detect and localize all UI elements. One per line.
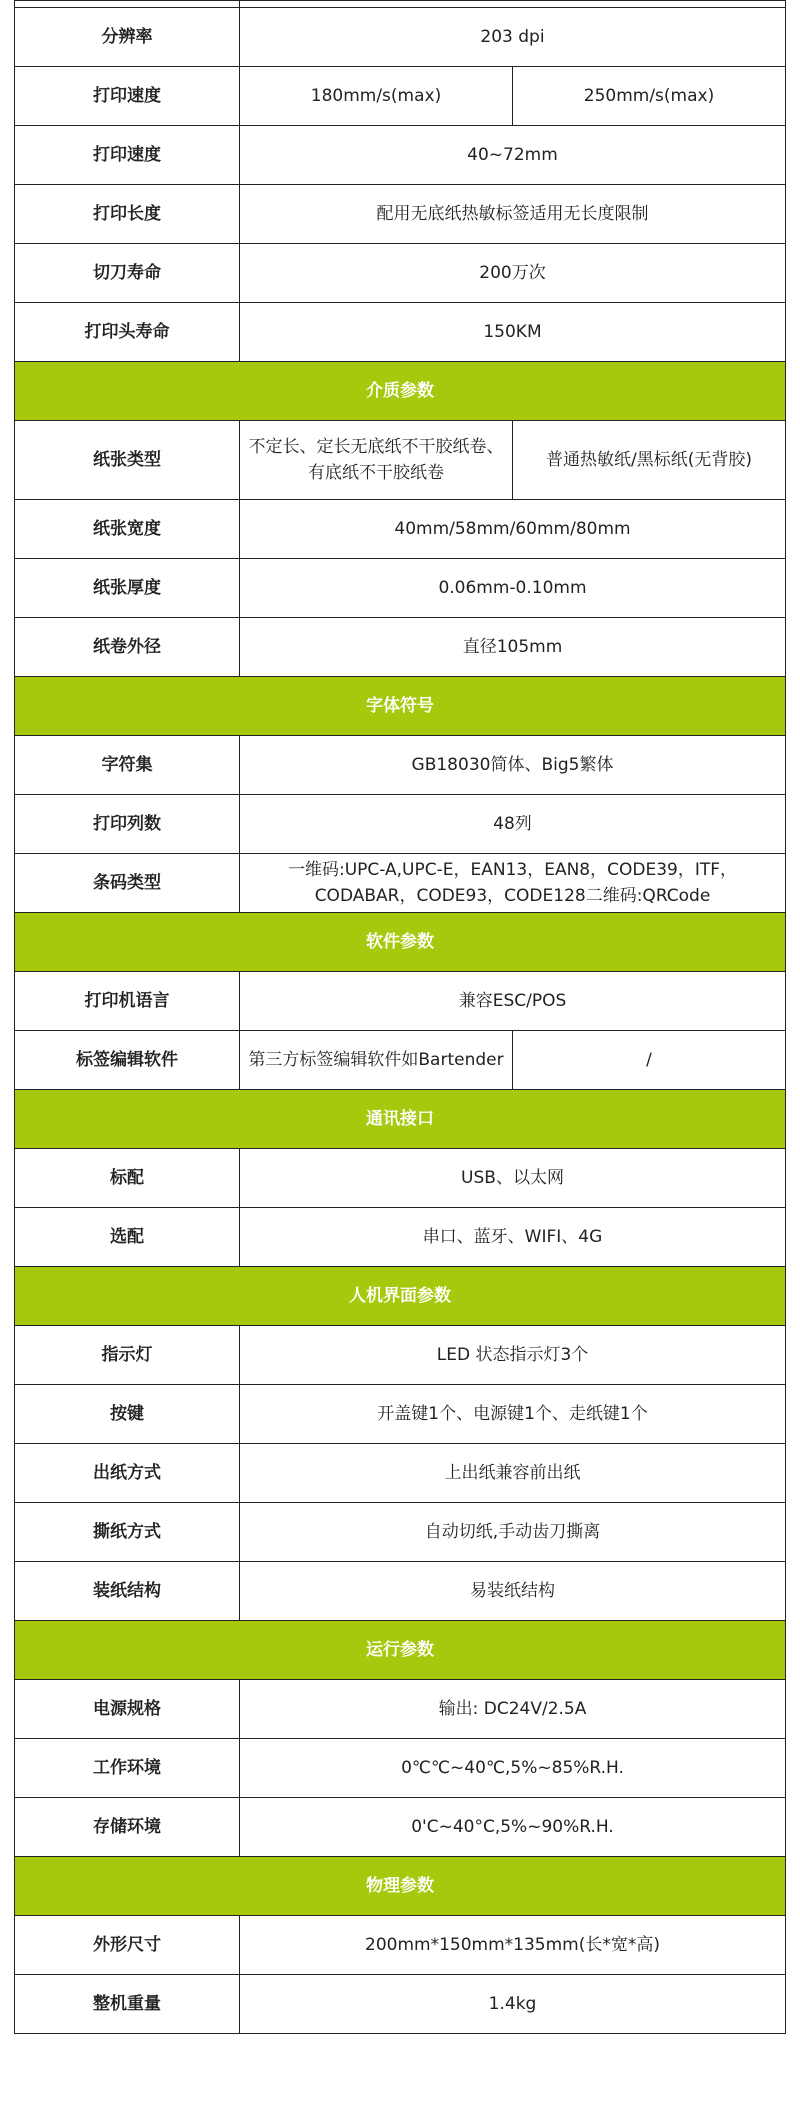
section-title: 通讯接口 xyxy=(15,1090,786,1149)
table-row xyxy=(15,1503,786,1562)
row-label: 外形尺寸 xyxy=(15,1916,240,1975)
row-label: 工作环境 xyxy=(15,1739,240,1798)
row-label: 纸卷外径 xyxy=(15,618,240,677)
row-value: 0'C~40°C,5%~90%R.H. xyxy=(240,1798,786,1857)
table-row xyxy=(15,1680,786,1739)
section-header xyxy=(15,913,786,972)
row-value: / xyxy=(513,1031,786,1090)
row-value: 第三方标签编辑软件如Bartender xyxy=(240,1031,513,1090)
row-value: GB18030简体、Big5繁体 xyxy=(240,736,786,795)
row-label: 打印头寿命 xyxy=(15,303,240,362)
row-label: 字符集 xyxy=(15,736,240,795)
table-row xyxy=(15,1975,786,2034)
table-row xyxy=(15,500,786,559)
table-row xyxy=(15,1562,786,1621)
table-row xyxy=(15,736,786,795)
table-row xyxy=(15,8,786,67)
row-label: 打印速度 xyxy=(15,126,240,185)
row-value: 输出: DC24V/2.5A xyxy=(240,1680,786,1739)
section-header xyxy=(15,1090,786,1149)
row-label: 电源规格 xyxy=(15,1680,240,1739)
table-row xyxy=(15,1326,786,1385)
row-value: 40mm/58mm/60mm/80mm xyxy=(240,500,786,559)
row-value: 203 dpi xyxy=(240,8,786,67)
row-value: 自动切纸,手动齿刀撕离 xyxy=(240,1503,786,1562)
table-row xyxy=(15,618,786,677)
section-title: 人机界面参数 xyxy=(15,1267,786,1326)
row-value: 0.06mm-0.10mm xyxy=(240,559,786,618)
row-label: 存储环境 xyxy=(15,1798,240,1857)
row-value: 200万次 xyxy=(240,244,786,303)
row-label: 标配 xyxy=(15,1149,240,1208)
section-title: 介质参数 xyxy=(15,362,786,421)
row-label: 选配 xyxy=(15,1208,240,1267)
row-label: 撕纸方式 xyxy=(15,1503,240,1562)
row-label: 出纸方式 xyxy=(15,1444,240,1503)
row-label: 条码类型 xyxy=(15,854,240,913)
section-header xyxy=(15,1621,786,1680)
table-row xyxy=(15,1385,786,1444)
section-title: 运行参数 xyxy=(15,1621,786,1680)
row-label: 装纸结构 xyxy=(15,1562,240,1621)
row-label: 打印长度 xyxy=(15,185,240,244)
row-value: 48列 xyxy=(240,795,786,854)
table-row xyxy=(15,244,786,303)
row-value: 易装纸结构 xyxy=(240,1562,786,1621)
table-row xyxy=(15,126,786,185)
row-value: 兼容ESC/POS xyxy=(240,972,786,1031)
row-value: 200mm*150mm*135mm(长*宽*高) xyxy=(240,1916,786,1975)
row-label: 指示灯 xyxy=(15,1326,240,1385)
row-value: 上出纸兼容前出纸 xyxy=(240,1444,786,1503)
spec-table xyxy=(14,0,786,2034)
row-label: 打印列数 xyxy=(15,795,240,854)
row-label: 按键 xyxy=(15,1385,240,1444)
section-header xyxy=(15,362,786,421)
section-header xyxy=(15,1857,786,1916)
table-row xyxy=(15,185,786,244)
row-value: LED 状态指示灯3个 xyxy=(240,1326,786,1385)
row-value: 开盖键1个、电源键1个、走纸键1个 xyxy=(240,1385,786,1444)
table-row xyxy=(15,795,786,854)
row-value: 配用无底纸热敏标签适用无长度限制 xyxy=(240,185,786,244)
row-label: 打印速度 xyxy=(15,67,240,126)
row-label: 整机重量 xyxy=(15,1975,240,2034)
table-row xyxy=(15,67,786,126)
row-value: 串口、蓝牙、WIFI、4G xyxy=(240,1208,786,1267)
section-title: 字体符号 xyxy=(15,677,786,736)
section-title: 软件参数 xyxy=(15,913,786,972)
row-label: 切刀寿命 xyxy=(15,244,240,303)
table-row xyxy=(15,1916,786,1975)
table-row xyxy=(15,559,786,618)
row-value: 一维码:UPC-A,UPC-E，EAN13，EAN8，CODE39，ITF，CODABAR，CODE93，CODE128二维码:QRCode xyxy=(240,854,786,913)
table-row xyxy=(15,1031,786,1090)
row-label: 分辨率 xyxy=(15,8,240,67)
row-label: 纸张类型 xyxy=(15,421,240,500)
table-row xyxy=(15,421,786,500)
section-header xyxy=(15,677,786,736)
table-row xyxy=(15,972,786,1031)
row-label: 标签编辑软件 xyxy=(15,1031,240,1090)
table-row xyxy=(15,1798,786,1857)
row-value: 直径105mm xyxy=(240,618,786,677)
spec-sheet xyxy=(14,0,785,2034)
row-value: 40~72mm xyxy=(240,126,786,185)
table-row xyxy=(15,1739,786,1798)
row-value: USB、以太网 xyxy=(240,1149,786,1208)
row-value: 250mm/s(max) xyxy=(513,67,786,126)
table-row xyxy=(15,303,786,362)
row-label: 纸张厚度 xyxy=(15,559,240,618)
row-value: 0℃℃~40℃,5%~85%R.H. xyxy=(240,1739,786,1798)
row-value: 1.4kg xyxy=(240,1975,786,2034)
row-value: 180mm/s(max) xyxy=(240,67,513,126)
row-value: 不定长、定长无底纸不干胶纸卷、有底纸不干胶纸卷 xyxy=(240,421,513,500)
section-title: 物理参数 xyxy=(15,1857,786,1916)
table-row xyxy=(15,1208,786,1267)
table-row xyxy=(15,1444,786,1503)
table-row xyxy=(15,854,786,913)
row-label: 纸张宽度 xyxy=(15,500,240,559)
row-value: 150KM xyxy=(240,303,786,362)
section-header xyxy=(15,1267,786,1326)
table-row xyxy=(15,1149,786,1208)
table-row xyxy=(15,1,786,8)
row-value: 普通热敏纸/黑标纸(无背胶) xyxy=(513,421,786,500)
row-label: 打印机语言 xyxy=(15,972,240,1031)
